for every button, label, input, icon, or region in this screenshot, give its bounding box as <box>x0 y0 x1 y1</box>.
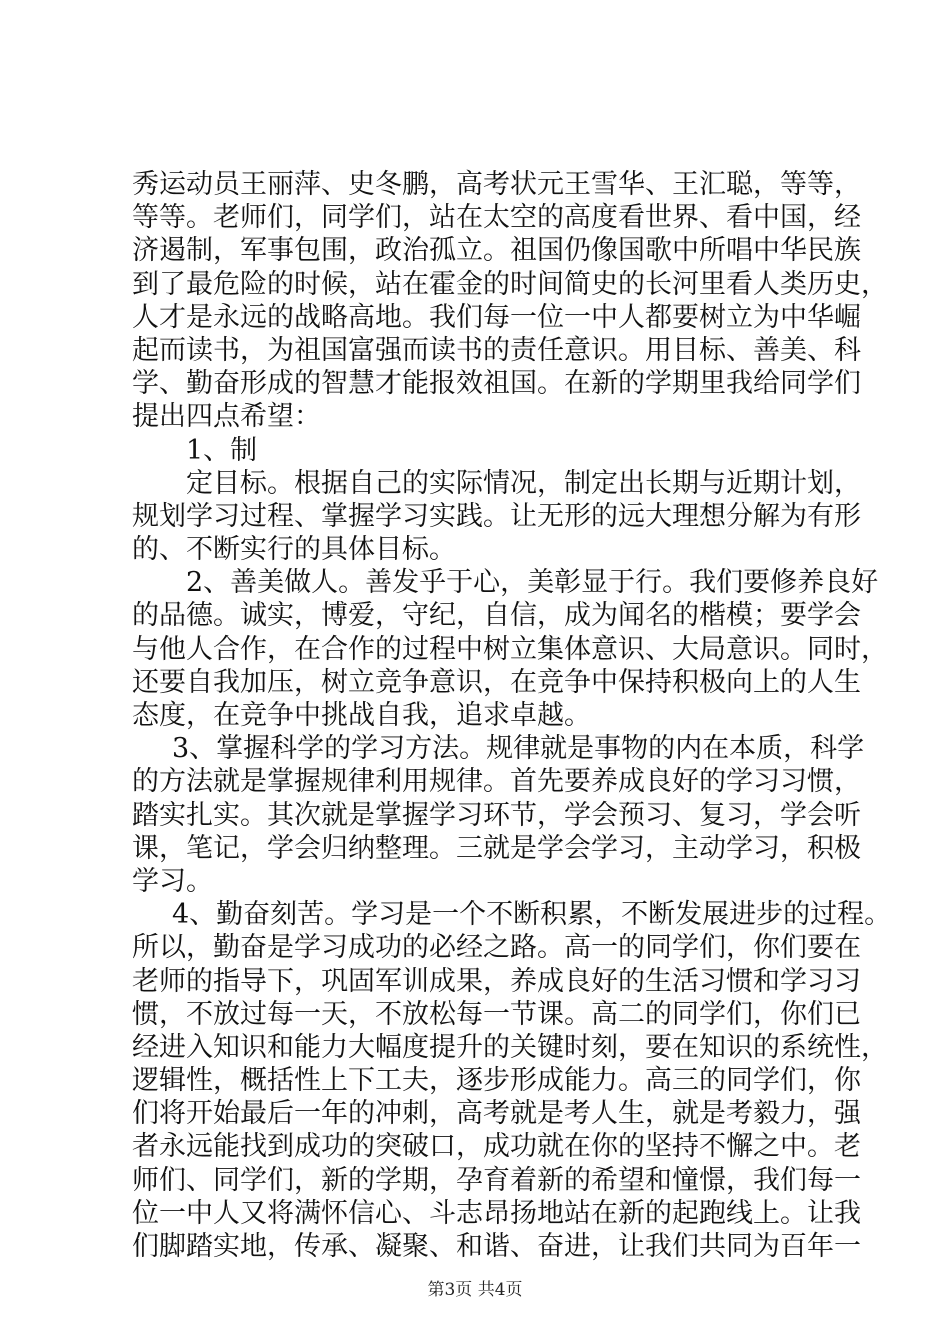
text-line: 还要自我加压，树立竞争意识，在竞争中保持积极向上的人生 <box>132 666 861 698</box>
text-line: 所以，勤奋是学习成功的必经之路。高一的同学们，你们要在 <box>132 932 861 964</box>
text-line: 到了最危险的时候，站在霍金的时间简史的长河里看人类历史， <box>132 268 888 300</box>
text-line: 等等。老师们，同学们，站在太空的高度看世界、看中国，经 <box>132 202 861 234</box>
text-line: 们将开始最后一年的冲刺，高考就是考人生，就是考毅力，强 <box>132 1098 861 1130</box>
text-line: 的、不断实行的具体目标。 <box>132 534 456 566</box>
text-line: 经进入知识和能力大幅度提升的关键时刻，要在知识的系统性， <box>132 1031 888 1063</box>
list-item-heading: 1、制 <box>186 434 258 466</box>
text-line: 起而读书，为祖国富强而读书的责任意识。用目标、善美、科 <box>132 334 861 366</box>
text-line: 位一中人又将满怀信心、斗志昂扬地站在新的起跑线上。让我 <box>132 1197 861 1229</box>
text-line: 们脚踏实地，传承、凝聚、和谐、奋进，让我们共同为百年一 <box>132 1231 861 1262</box>
text-line: 师们、同学们，新的学期，孕育着新的希望和憧憬，我们每一 <box>132 1164 861 1196</box>
text-line: 踏实扎实。其次就是掌握学习环节，学会预习、复习，学会听 <box>132 799 861 831</box>
text-line: 态度，在竞争中挑战自我，追求卓越。 <box>132 700 591 731</box>
text-line: 定目标。根据自己的实际情况，制定出长期与近期计划， <box>186 467 861 499</box>
text-line: 与他人合作，在合作的过程中树立集体意识、大局意识。同时， <box>132 633 888 665</box>
text-line: 老师的指导下，巩固军训成果，养成良好的生活习惯和学习习 <box>132 965 861 997</box>
document-body <box>132 168 892 1263</box>
text-line: 规划学习过程、掌握学习实践。让无形的远大理想分解为有形 <box>132 500 861 532</box>
text-line: 课，笔记，学会归纳整理。三就是学会学习，主动学习，积极 <box>132 832 861 864</box>
text-line: 提出四点希望： <box>132 401 321 433</box>
text-line: 惯，不放过每一天，不放松每一节课。高二的同学们，你们已 <box>132 998 861 1030</box>
list-item-heading: 3、掌握科学的学习方法。规律就是事物的内在本质，科学 <box>172 733 865 765</box>
list-item-heading: 4、勤奋刻苦。学习是一个不断积累，不断发展进步的过程。 <box>172 899 892 931</box>
text-line: 的品德。诚实，博爱，守纪，自信，成为闻名的楷模；要学会 <box>132 600 861 632</box>
text-line: 济遏制，军事包围，政治孤立。祖国仍像国歌中所唱中华民族 <box>132 235 861 267</box>
text-line: 秀运动员王丽萍、史冬鹏，高考状元王雪华、王汇聪，等等， <box>132 169 861 200</box>
text-line: 逻辑性，概括性上下工夫，逐步形成能力。高三的同学们，你 <box>132 1065 861 1097</box>
text-line: 人才是永远的战略高地。我们每一位一中人都要树立为中华崛 <box>132 301 861 333</box>
text-line: 者永远能找到成功的突破口，成功就在你的坚持不懈之中。老 <box>132 1131 861 1163</box>
text-line: 学习。 <box>132 865 213 897</box>
text-line: 学、勤奋形成的智慧才能报效祖国。在新的学期里我给同学们 <box>132 368 861 400</box>
text-line: 的方法就是掌握规律利用规律。首先要养成良好的学习习惯， <box>132 766 861 798</box>
page-number-footer: 第3页 共4页 <box>427 1280 523 1300</box>
list-item-heading: 2、善美做人。善发乎于心，美彰显于行。我们要修养良好 <box>186 567 879 599</box>
